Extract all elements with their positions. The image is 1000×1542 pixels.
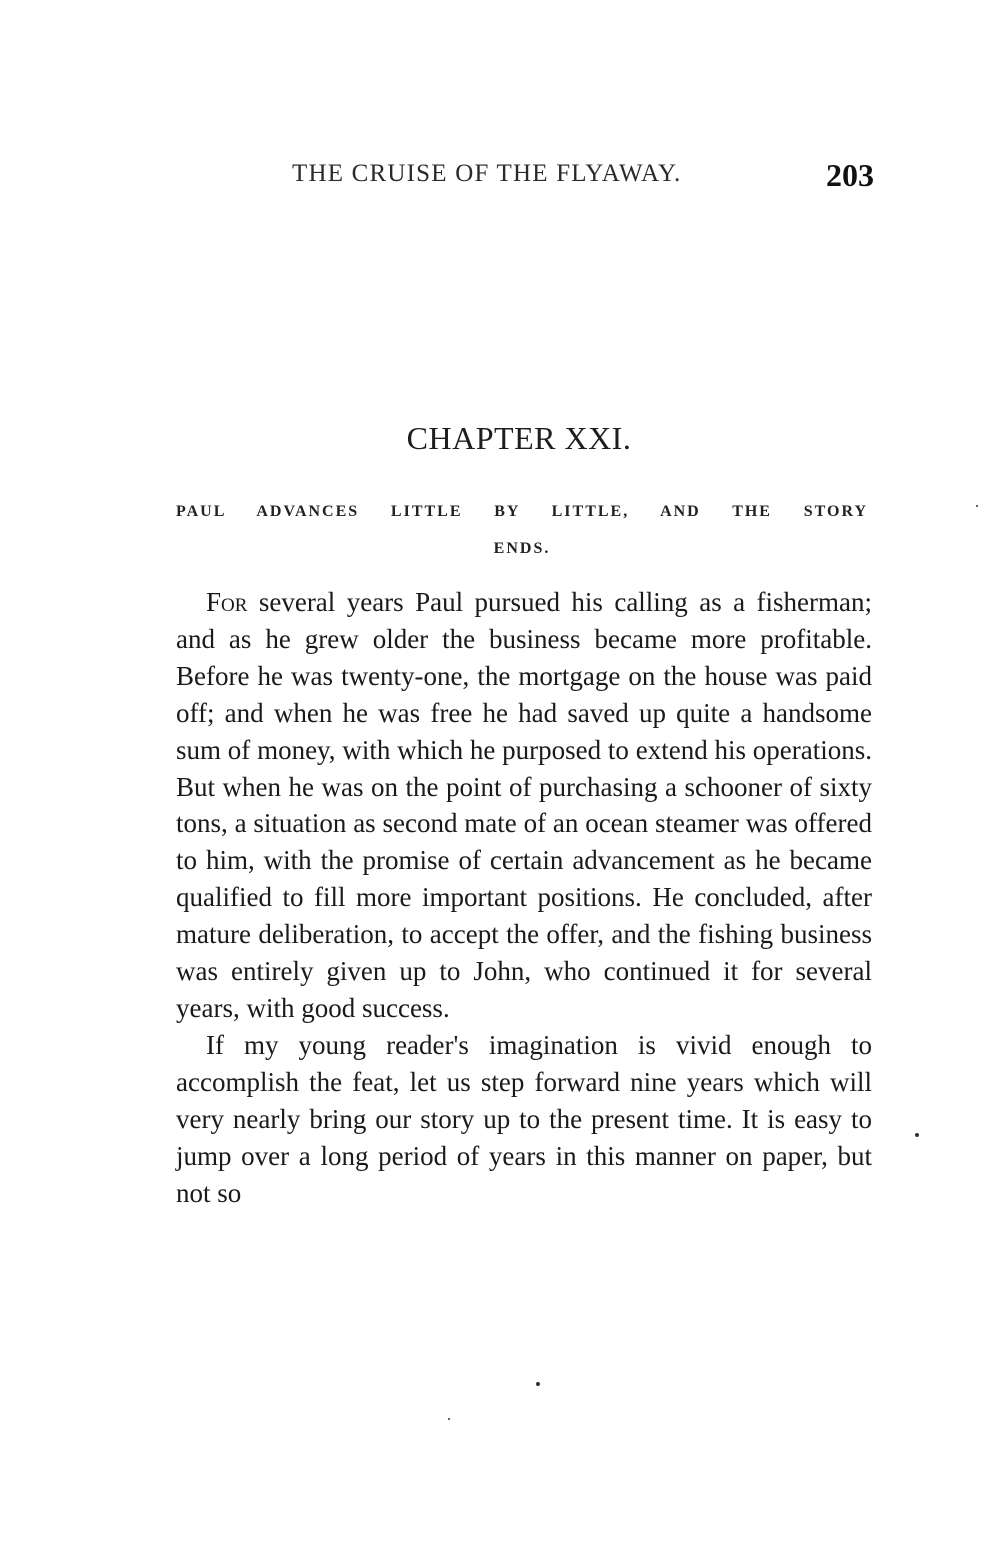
paragraph-2: If my young reader's imagination is vivid enough to accomplish the feat, let us step forward nine years which will very nearly bring our story up to the present time. It is easy to jump over a long period of years in this manner on paper, but not so (176, 1029, 872, 1208)
page-number: 203 (826, 157, 874, 193)
chapter-subtitle-line-2: ENDS. (493, 540, 551, 557)
scan-speck (448, 1418, 450, 1420)
running-title: THE CRUISE OF THE FLYAWAY. (292, 160, 682, 187)
running-head (292, 157, 874, 200)
chapter-subtitle-line-1: PAUL ADVANCES LITTLE BY LITTLE, AND THE STORY (176, 503, 868, 520)
chapter-heading: CHAPTER XXI. (406, 420, 632, 456)
scan-speck (536, 1382, 540, 1386)
body-text (176, 584, 872, 1211)
paragraph-1-text: several years Paul pursued his calling as a fisherman; and as he grew older the business became more profitable. Before he was twenty-one, the mortgage on the house was paid off; and when he was free he had saved up quite a handsome sum of money, with which he purposed to extend his operations. But when he was on the point of purchasing a schooner of sixty tons, a situation as second mate of an ocean steamer was offered to him, with the promise of certain advancement as he became qualified to fill more important positions. He concluded, after mature deliberation, to accept the offer, and the fishing business was entirely given up to John, who continued it for several years, with good success. (176, 587, 872, 1023)
paragraph-1 (176, 584, 872, 1027)
scan-speck (915, 1133, 919, 1137)
paragraph-1-lead: For (206, 587, 248, 617)
scan-speck (976, 505, 978, 507)
chapter-subtitle (176, 493, 868, 567)
